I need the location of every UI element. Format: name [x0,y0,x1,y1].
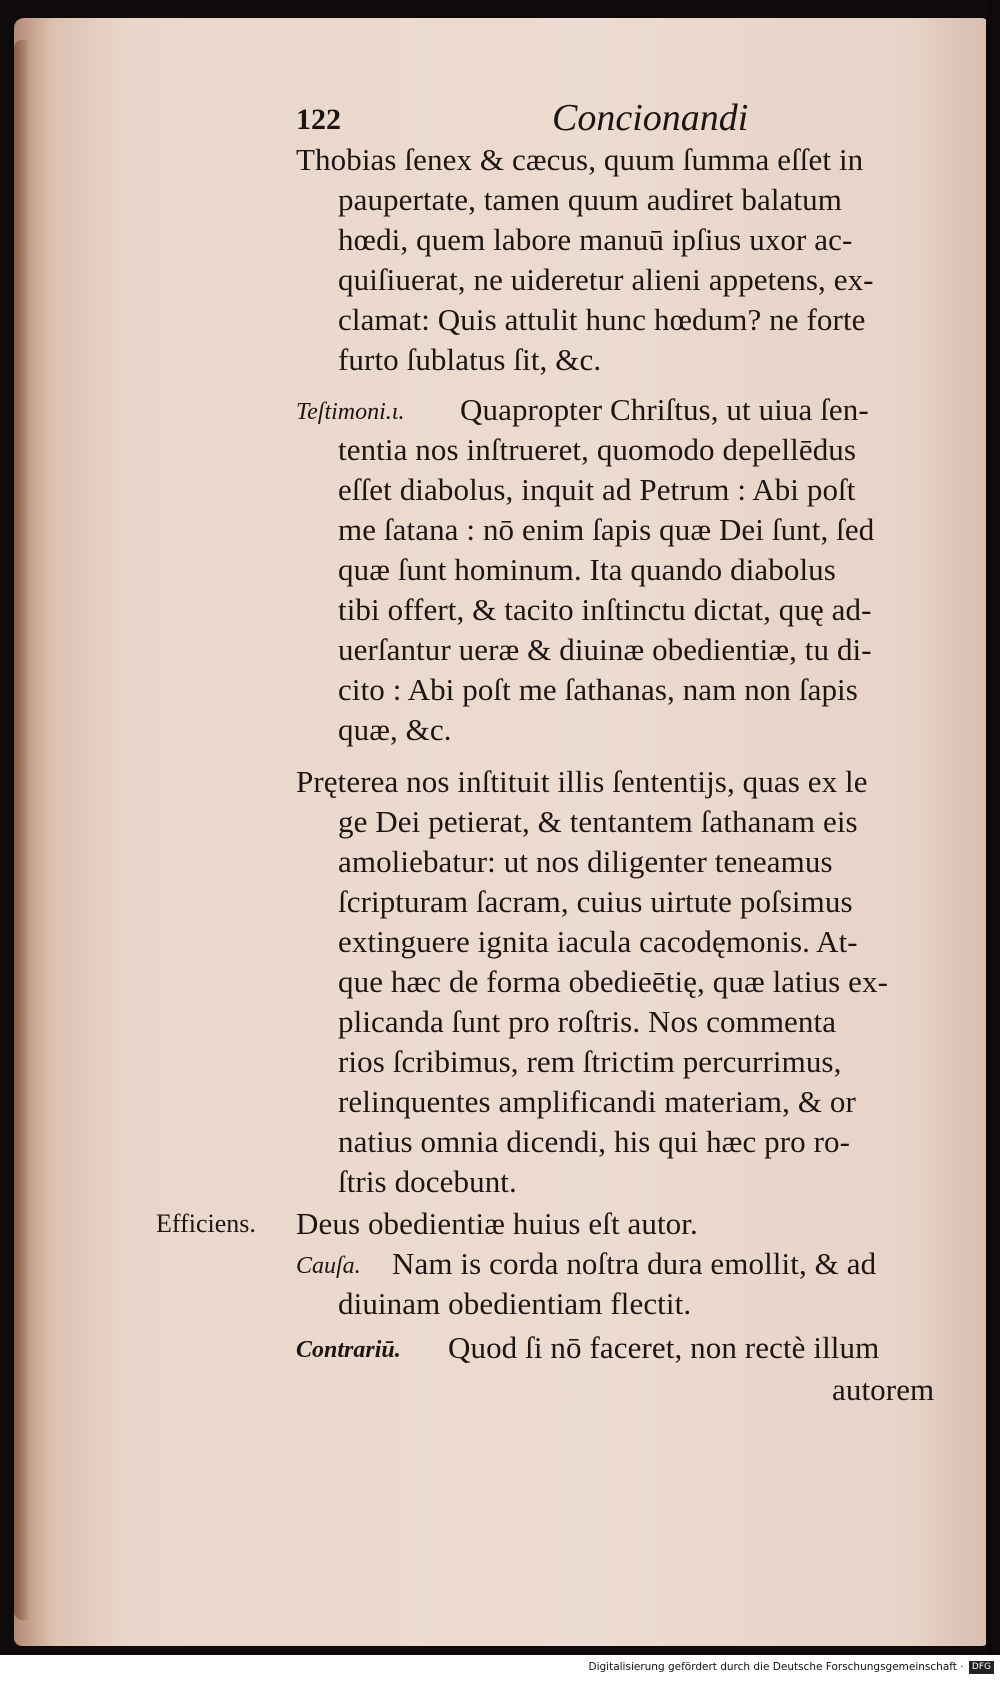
text-line: paupertate, tamen quum audiret balatum [338,182,842,217]
text-line: quiſiuerat, ne uideretur alieni appetens, ex- [338,262,874,297]
text-line: clamat: Quis attulit hunc hœdum? ne forte [338,302,866,337]
text-line: Nam is corda noſtra dura emollit, & ad [392,1246,877,1281]
text-line: quæ ſunt hominum. Ita quando diabolus [338,552,836,587]
text-line: diuinam obedientiam flectit. [338,1286,692,1321]
credit-text: Digitalisierung gefördert durch die Deutsche Forschungsgemeinschaft · [588,1661,964,1673]
dfg-logo-icon: DFG [969,1661,994,1674]
text-line: rios ſcribimus, rem ſtrictim percurrimus, [338,1044,842,1079]
margin-note-testimonium: Teſtimoni.ι. [296,399,405,425]
text-line: furto ſublatus ſit, &c. [338,342,602,377]
margin-note-contrarium: Contrariū. [296,1337,401,1363]
margin-note-causa: Cauſa. [296,1253,361,1279]
text-line: Quod ſi nō faceret, non rectè illum [448,1330,880,1365]
text-line: plicanda ſunt pro roſtris. Nos commenta [338,1004,837,1039]
text-line: ſtris docebunt. [338,1164,517,1199]
digitization-credit [589,1657,995,1677]
text-line: hœdi, quem labore manuū ipſius uxor ac- [338,222,853,257]
text-line: ge Dei petierat, & tentantem ſathanam eis [338,804,858,839]
text-line: que hæc de forma obedieētię, quæ latius ex- [338,964,889,999]
running-title: Concionandi [552,97,749,139]
margin-note-efficiens: Efficiens. [156,1209,256,1238]
text-line: extinguere ignita iacula cacodęmonis. At- [338,924,858,959]
text-line: Deus obedientiæ huius eſt autor. [296,1206,698,1241]
text-line: relinquentes amplificandi materiam, & or [338,1084,856,1119]
text-line: quæ, &c. [338,712,452,747]
catchword: autorem [832,1372,935,1407]
page-number: 122 [296,103,341,136]
text-line: Thobias ſenex & cæcus, quum ſumma eſſet in [296,142,864,177]
text-line: cito : Abi poſt me ſathanas, nam non ſapis [338,672,858,707]
text-line: ſcripturam ſacram, cuius uirtute poſsimus [338,884,853,919]
text-line: uerſantur ueræ & diuinæ obedientiæ, tu di- [338,632,872,667]
text-line: tentia nos inſtrueret, quomodo depellēdus [338,432,857,467]
text-line: natius omnia dicendi, his qui hæc pro ro- [338,1124,851,1159]
text-line: amoliebatur: ut nos diligenter teneamus [338,844,833,879]
text-line: eſſet diabolus, inquit ad Petrum : Abi poſt [338,472,856,507]
text-line: Quapropter Chriſtus, ut uiua ſen- [460,392,869,427]
text-line: tibi offert, & tacito inſtinctu dictat, quę ad- [338,592,872,627]
text-line: me ſatana : nō enim ſapis quæ Dei ſunt, ſed [338,512,875,547]
text-line: Pręterea nos inſtituit illis ſententijs, quas ex le [296,764,868,799]
